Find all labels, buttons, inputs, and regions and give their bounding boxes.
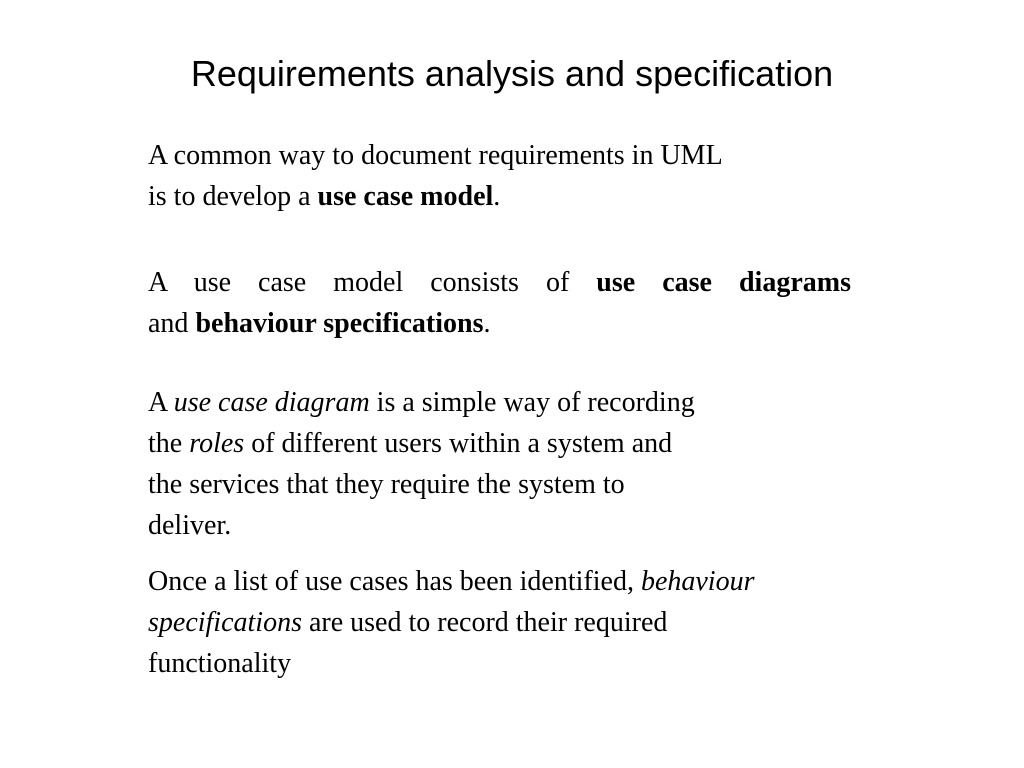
text-run: are used to record their required [301,607,668,638]
text-line [148,179,500,215]
text-run: and [148,308,196,339]
text-run: is a simple way of recording [369,387,695,418]
text-run: the services that they require the system to [148,469,625,500]
italic-term-behaviour: behaviour [640,566,755,597]
text-run: deliver. [148,510,232,541]
text-line [148,467,625,503]
text-run: Once a list of use cases has been identified, [148,566,641,597]
bold-term-behaviour-specifications: behaviour specifications [195,308,484,339]
text-line [148,138,723,174]
text-run: A use case model consists of [148,267,597,298]
text-line [148,265,851,301]
italic-term-roles: roles [189,428,245,459]
text-line [148,564,754,600]
text-run: A [148,387,174,418]
italic-term-specifications: specifications [148,607,302,638]
text-run: . [493,181,501,212]
text-run: A common way to document requirements in UML [148,140,723,171]
bold-term-use-case-diagrams: use case diagrams [596,267,851,298]
text-run: of different users within a system and [244,428,673,459]
text-line [148,605,667,641]
text-line [148,426,672,462]
text-line [148,646,291,682]
text-run: functionality [148,648,292,679]
text-line [148,508,231,544]
text-run: the [148,428,190,459]
text-line [148,306,491,342]
italic-term-use-case-diagram: use case diagram [173,387,370,418]
text-line [148,385,695,421]
text-run: is to develop a [148,181,318,212]
slide-title: Requirements analysis and specification [190,53,834,94]
bold-term-use-case-model: use case model [317,181,494,212]
text-run: . [483,308,491,339]
